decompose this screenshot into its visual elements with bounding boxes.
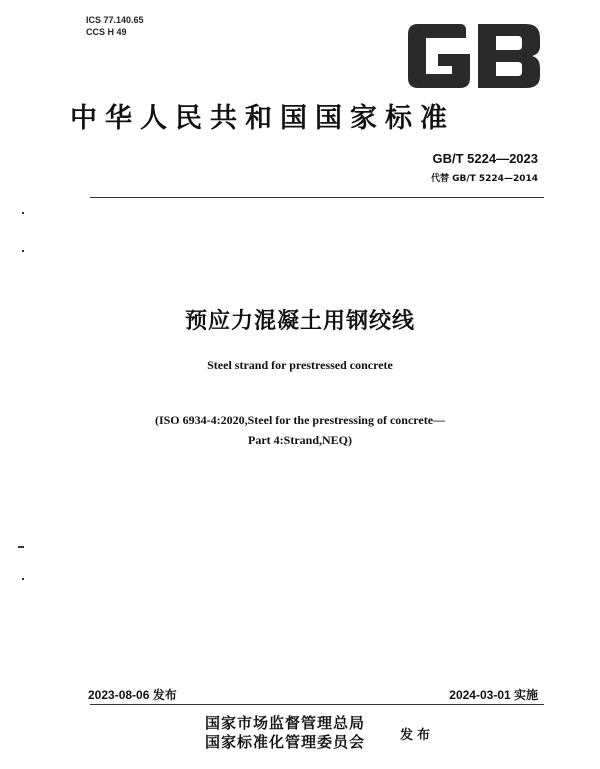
issuing-authorities xyxy=(205,714,365,752)
ccs-code: CCS H 49 xyxy=(86,27,127,37)
bottom-divider xyxy=(90,704,544,705)
iso-reference-line1: (ISO 6934-4:2020,Steel for the prestressing of concrete— xyxy=(154,413,446,427)
gb-logo-b xyxy=(478,24,540,88)
issuer-samr: 国家市场监督管理总局 xyxy=(205,714,366,732)
document-title-cn: 预应力混凝土用钢绞线 xyxy=(184,309,415,334)
standard-number: GB/T 5224—2023 xyxy=(432,151,538,166)
issue-date: 2023-08-06 发布 xyxy=(88,688,177,702)
publish-label: 发布 xyxy=(400,728,435,743)
scan-mark xyxy=(22,578,24,580)
implementation-date: 2024-03-01 实施 xyxy=(449,688,538,702)
issuer-sac: 国家标准化管理委员会 xyxy=(205,733,366,751)
classification-codes xyxy=(86,14,144,38)
iso-reference-line2: Part 4:Strand,NEQ) xyxy=(248,433,352,447)
replaces-standard: 代替 GB/T 5224—2014 xyxy=(430,174,538,184)
scan-mark xyxy=(18,546,24,548)
gb-logo xyxy=(404,22,544,90)
standard-category-title: 中华人民共和国国家标准 xyxy=(70,103,455,134)
ics-code: ICS 77.140.65 xyxy=(86,15,144,25)
scan-mark xyxy=(22,212,24,214)
document-title-en: Steel strand for prestressed concrete xyxy=(207,358,393,372)
scan-mark xyxy=(22,250,24,252)
top-divider xyxy=(90,197,544,198)
gb-logo-g xyxy=(408,24,470,88)
gb-logo-text: GB xyxy=(473,62,475,63)
